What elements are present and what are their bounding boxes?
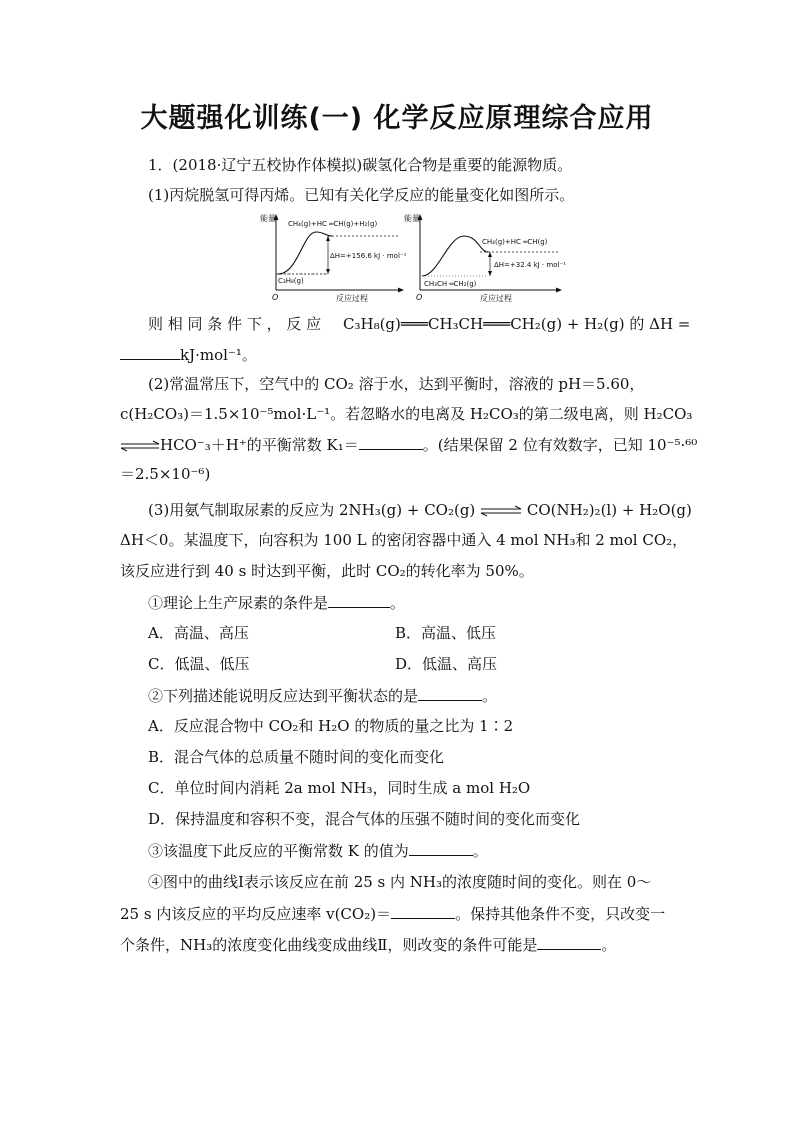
option-a[interactable]: A．高温、高压: [148, 624, 249, 642]
sub2-stem: ②下列描述能说明反应达到平衡状态的是: [148, 687, 419, 705]
part3-line3: 该反应进行到 40 s 时达到平衡，此时 CO₂的转化率为 50%。: [120, 562, 534, 580]
sub4-line2b: 。保持其他条件不变，只改变一: [455, 905, 666, 923]
energy-diagram-left: [260, 213, 407, 303]
energy-diagram-right: [404, 213, 566, 303]
right-dh-label: ΔH=+32.4 kJ · mol⁻¹: [494, 261, 566, 269]
left-top-label: CH₄(g)+HC ═CH(g)+H₂(g): [288, 220, 378, 228]
part2-line3a: HCO⁻₃＋H⁺的平衡常数 K₁＝: [160, 436, 359, 454]
right-origin: O: [416, 293, 423, 302]
sub4-line3a: 个条件，NH₃的浓度变化曲线变成曲线Ⅱ，则改变的条件可能是: [120, 936, 538, 954]
left-origin: O: [272, 293, 279, 302]
right-bottom-label: CH₃CH ═CH₂(g): [424, 280, 477, 288]
answer-blank-k1[interactable]: [359, 434, 423, 450]
part1-question-rxn: C₃H₈(g)═══CH₃CH═══CH₂(g) + H₂(g) 的 ΔH =: [343, 315, 691, 333]
answer-blank-rate[interactable]: [391, 903, 455, 919]
part2-line4: ＝2.5×10⁻⁶): [120, 465, 211, 483]
left-axis-x-label: 反应过程: [336, 294, 368, 303]
sub3-stem: ③该温度下此反应的平衡常数 K 的值为: [148, 842, 409, 860]
sub2-option-d[interactable]: D．保持温度和容积不变，混合气体的压强不随时间的变化而变化: [148, 810, 581, 828]
part1-line: (1)丙烷脱氢可得丙烯。已知有关化学反应的能量变化如图所示。: [148, 186, 575, 204]
part2-line3b: 。(结果保留 2 位有效数字，已知 10⁻⁵·⁶⁰: [422, 436, 698, 454]
right-top-label: CH₄(g)+HC ═CH(g): [482, 238, 548, 246]
sub1-end: 。: [390, 594, 406, 612]
left-bottom-label: C₃H₈(g): [278, 277, 304, 285]
right-axis-y-label: 能量: [404, 214, 420, 223]
sub2-option-b[interactable]: B．混合气体的总质量不随时间的变化而变化: [148, 748, 445, 766]
left-axis-y-label: 能量: [260, 214, 276, 223]
sub4-line2a: 25 s 内该反应的平均反应速率 v(CO₂)＝: [120, 905, 392, 923]
equilibrium-arrow-icon: [480, 505, 522, 517]
answer-blank-s3[interactable]: [409, 840, 473, 856]
question-intro: 1．(2018·辽宁五校协作体模拟)碳氢化合物是重要的能源物质。: [148, 156, 573, 174]
part1-question-a: 则 相 同 条 件 下 ， 反 应: [148, 315, 322, 333]
part3-line1b: CO(NH₂)₂(l) + H₂O(g): [526, 501, 692, 519]
part3-line1a: (3)用氨气制取尿素的反应为 2NH₃(g) + CO₂(g): [148, 501, 476, 519]
sub2-end: 。: [482, 687, 498, 705]
option-b[interactable]: B．高温、低压: [395, 624, 497, 642]
part2-line2: c(H₂CO₃)＝1.5×10⁻⁵mol·L⁻¹。若忽略水的电离及 H₂CO₃的第二级电离，则 H₂CO₃: [120, 405, 693, 423]
answer-blank-s1[interactable]: [328, 592, 390, 608]
energy-diagram: [258, 212, 568, 304]
answer-blank-s2[interactable]: [418, 685, 482, 701]
page-title: 大题强化训练(一) 化学反应原理综合应用: [140, 103, 654, 134]
sub4-line1: ④图中的曲线Ⅰ表示该反应在前 25 s 内 NH₃的浓度随时间的变化。则在 0～: [148, 873, 652, 891]
answer-blank-condition[interactable]: [537, 934, 601, 950]
part1-unit: kJ·mol⁻¹。: [180, 346, 257, 364]
left-dh-label: ΔH=+156.6 kJ · mol⁻¹: [330, 252, 407, 260]
sub4-line3b: 。: [601, 936, 617, 954]
part2-line1: (2)常温常压下，空气中的 CO₂ 溶于水，达到平衡时，溶液的 pH＝5.60，: [148, 375, 645, 393]
answer-blank-dh[interactable]: [120, 344, 180, 360]
sub1-stem: ①理论上生产尿素的条件是: [148, 594, 329, 612]
sub2-option-a[interactable]: A．反应混合物中 CO₂和 H₂O 的物质的量之比为 1∶2: [148, 717, 514, 735]
sub2-option-c[interactable]: C．单位时间内消耗 2a mol NH₃，同时生成 a mol H₂O: [148, 779, 531, 797]
option-c[interactable]: C．低温、低压: [148, 655, 250, 673]
part3-line2: ΔH＜0。某温度下，向容积为 100 L 的密闭容器中通入 4 mol NH₃和 2 mol CO₂，: [120, 531, 688, 549]
sub3-end: 。: [472, 842, 488, 860]
option-d[interactable]: D．低温、高压: [395, 655, 498, 673]
equilibrium-arrow-icon: [120, 440, 160, 452]
right-axis-x-label: 反应过程: [480, 294, 512, 303]
